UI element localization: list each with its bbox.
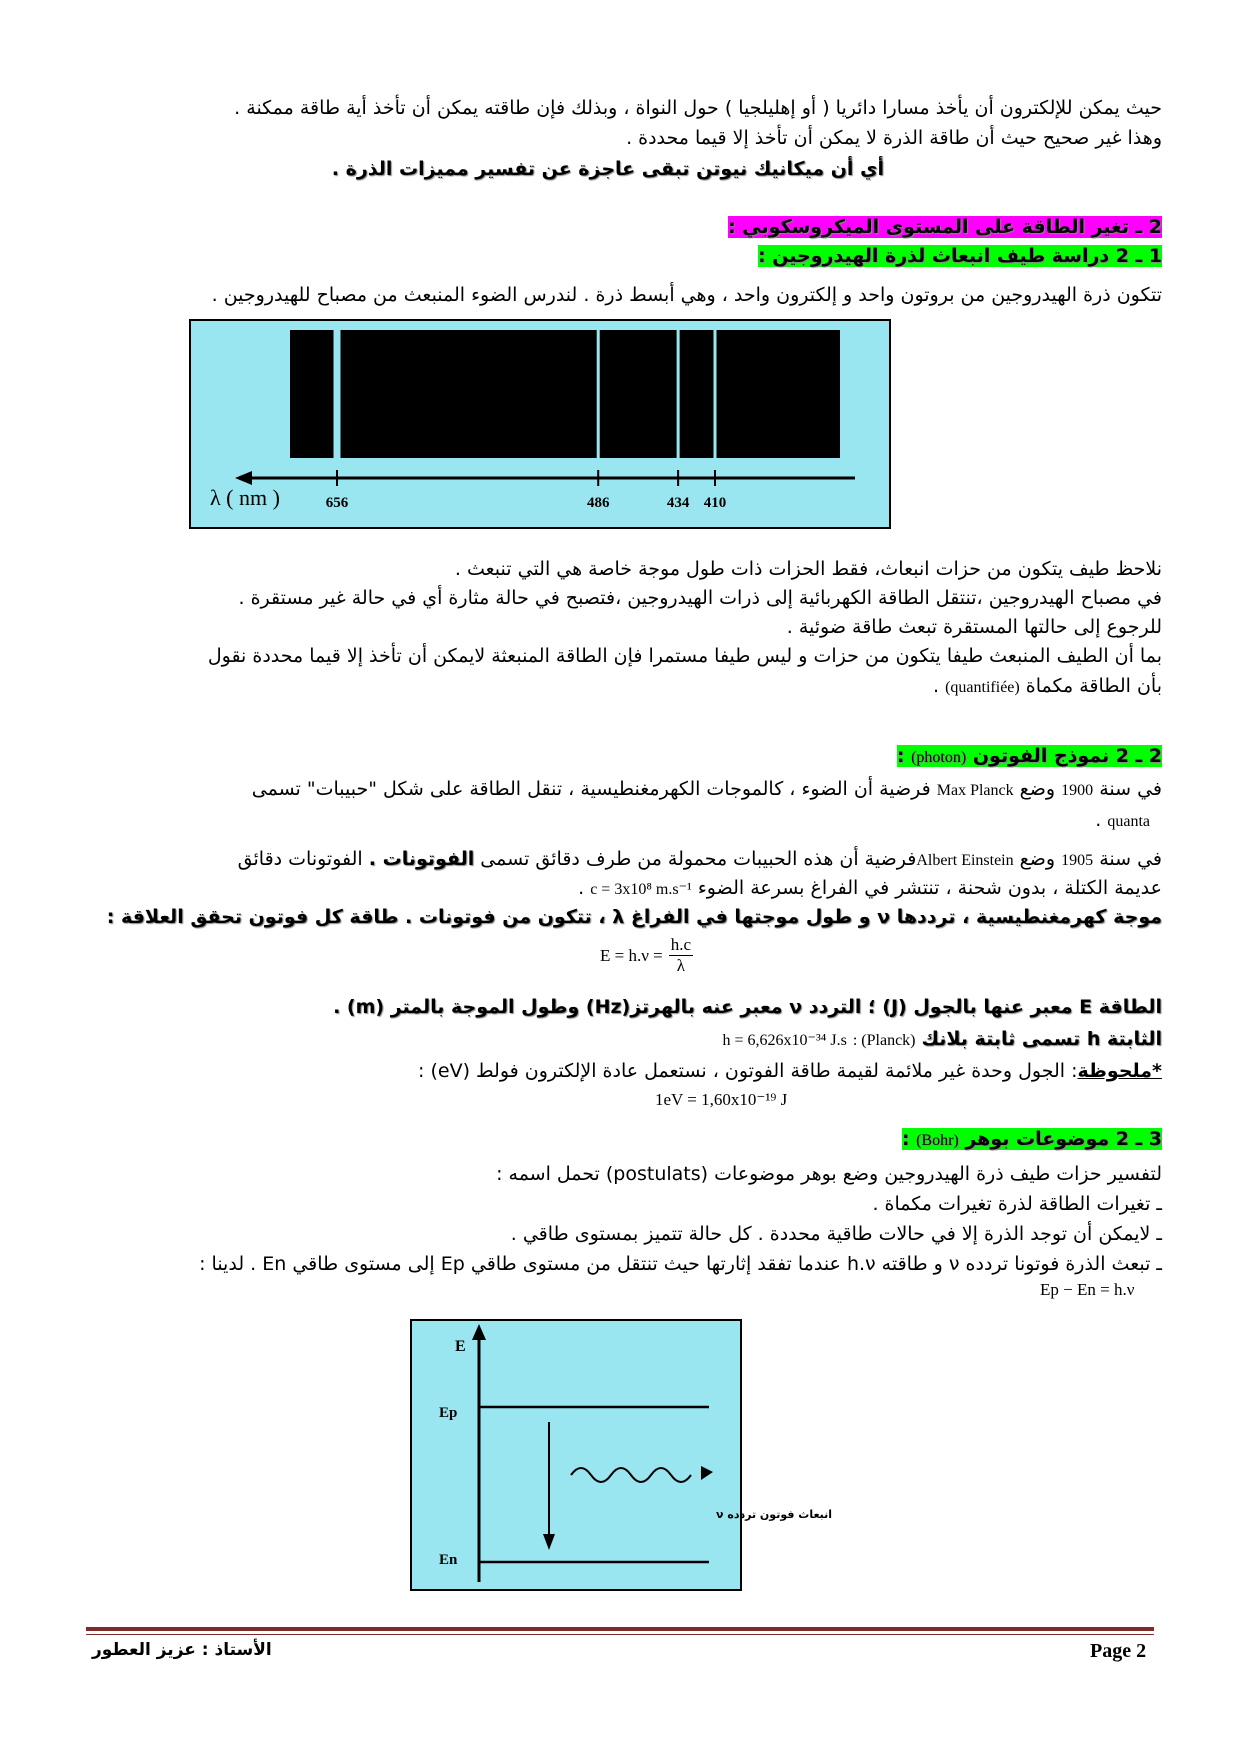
obs-2: في مصباح الهيدروجين ،تنتقل الطاقة الكهربائية إلى ذرات الهيدروجين ،فتصبح في حالة مثارة أي في حالة غير مستقرة .	[238, 587, 1162, 609]
bohr-relation: Ep − En = h.ν	[1040, 1280, 1135, 1299]
obs-1: نلاحظ طيف يتكون من حزات انبعاث، فقط الحزات ذات طول موجة خاصة هي التي تنبعث .	[454, 558, 1162, 580]
wave-text: موجة كهرمغنطيسية ، ترددها ν و طول موجتها في الفراغ λ ، تتكون من فوتونات . طاقة كل فوتون تحقق العلاقة :	[106, 906, 1162, 928]
bohr-postulate-3: ـ تبعث الذرة فوتونا تردده ν و طاقته h.ν عندما تفقد إثارتها حيث تنتقل من مستوى طاقي Ep إلى مستوى طاقي En . لدينا :	[199, 1253, 1162, 1275]
upper-level-label: Ep	[439, 1405, 458, 1421]
bohr-postulate-1: ـ تغيرات الطاقة لذرة تغيرات مكماة .	[872, 1193, 1162, 1215]
obs-4: بما أن الطيف المنبعث طيفا يتكون من حزات و ليس طيفا مستمرا فإن الطاقة المنبعثة لايمكن أن تأخذ إلا قيما محددة نقول	[207, 645, 1162, 667]
obs-3: للرجوع إلى حالتها المستقرة تبعث طاقة ضوئية .	[786, 616, 1162, 638]
bohr-energy-diagram	[411, 1320, 833, 1590]
intro-conclusion: أي أن ميكانيك نيوتن تبقى عاجزة عن تفسير مميزات الذرة .	[331, 158, 884, 180]
formula-denominator: λ	[676, 956, 686, 975]
lower-level-label: En	[439, 1552, 458, 1568]
tick-label-434: 434	[666, 495, 690, 511]
formula-numerator: h.c	[670, 935, 692, 954]
subsection-heading-1: 1 ـ 2 دراسة طيف انبعاث لذرة الهيدروجين :	[757, 245, 1162, 267]
energy-axis-label: E	[455, 1338, 466, 1355]
bohr-heading: 3 ـ 2 موضوعات بوهر (Bohr) :	[901, 1128, 1162, 1150]
planck-constant: الثابتة h تسمى ثابتة بلانك (Planck) : h = 6,626x10⁻³⁴ J.s	[722, 1028, 1162, 1050]
einstein-text: في سنة 1905 وضع Albert Einsteinفرضية أن هذه الحبيبات محمولة من طرف دقائق تسمى الفوتونات . الفوتونات دقائق	[237, 848, 1162, 870]
tick-label-486: 486	[586, 495, 610, 511]
emission-line-486	[597, 330, 600, 458]
emission-line-656	[334, 330, 341, 458]
section-heading: 2 ـ تغير الطاقة على المستوى الميكروسكوبي :	[728, 216, 1162, 238]
photon-properties: عديمة الكتلة ، بدون شحنة ، تنتشر في الفراغ بسرعة الضوء c = 3x10⁸ m.s⁻¹ .	[578, 877, 1162, 899]
units-definition: الطاقة E معبر عنها بالجول (J) ؛ التردد ν معبر عنه بالهرتز(Hz) وطول الموجة بالمتر (m) .	[333, 996, 1162, 1018]
formula-fraction	[669, 935, 693, 976]
tick-label-410: 410	[703, 495, 727, 511]
planck-text: في سنة 1900 وضع Max Planck فرضية أن الضوء ، كالموجات الكهرمغنطيسية ، تنقل الطاقة على شكل "حبيبات" تسمى	[251, 778, 1162, 800]
tick-label-656: 656	[325, 495, 349, 511]
bohr-postulate-2: ـ لايمكن أن توجد الذرة إلا في حالات طاقية محددة . كل حالة تتميز بمستوى طاقي .	[510, 1223, 1162, 1245]
axis-label: λ ( nm )	[210, 485, 280, 510]
bohr-intro: لتفسير حزات طيف ذرة الهيدروجين وضع بوهر موضوعات (postulats) تحمل اسمه :	[496, 1163, 1162, 1185]
emission-line-434	[677, 330, 680, 458]
spectrum-band	[290, 330, 840, 458]
ev-value: 1eV = 1,60x10⁻¹⁹ J	[655, 1090, 788, 1109]
ev-note: *ملحوظة: الجول وحدة غير ملائمة لقيمة طاقة الفوتون ، نستعمل عادة الإلكترون فولط (eV) :	[418, 1060, 1162, 1082]
formula-left: E = h.ν =	[600, 945, 663, 965]
footer-rule-thin	[86, 1634, 1154, 1635]
intro-line-2: وهذا غير صحيح حيث أن طاقة الذرة لا يمكن أن تأخذ إلا قيما محددة .	[626, 127, 1162, 149]
emission-line-410	[714, 330, 717, 458]
page-number: Page 2	[1090, 1640, 1147, 1662]
author: الأستاذ : عزيز العطور	[92, 1640, 272, 1660]
hydrogen-spectrum-figure	[190, 320, 890, 528]
hydrogen-text: تتكون ذرة الهيدروجين من بروتون واحد و إلكترون واحد ، وهي أبسط ذرة . لندرس الضوء المنبعث من مصباح للهيدروجين .	[211, 284, 1162, 306]
diagram-background	[411, 1320, 741, 1590]
photon-heading: 2 ـ 2 نموذج الفوتون (photon) :	[896, 745, 1162, 767]
photon-energy-formula	[600, 935, 693, 976]
intro-line-1: حيث يمكن للإلكترون أن يأخذ مسارا دائريا ( أو إهليلجيا ) حول النواة ، وبذلك فإن طاقته يمكن أن تأخذ أية طاقة ممكنة .	[234, 97, 1162, 119]
footer-rule-thick	[86, 1627, 1154, 1631]
photon-emission-label: انبعاث فوتون تردده ν	[716, 1508, 833, 1521]
quanta-line: quanta .	[1095, 809, 1150, 831]
obs-5: بأن الطاقة مكماة (quantifiée) .	[933, 675, 1162, 697]
